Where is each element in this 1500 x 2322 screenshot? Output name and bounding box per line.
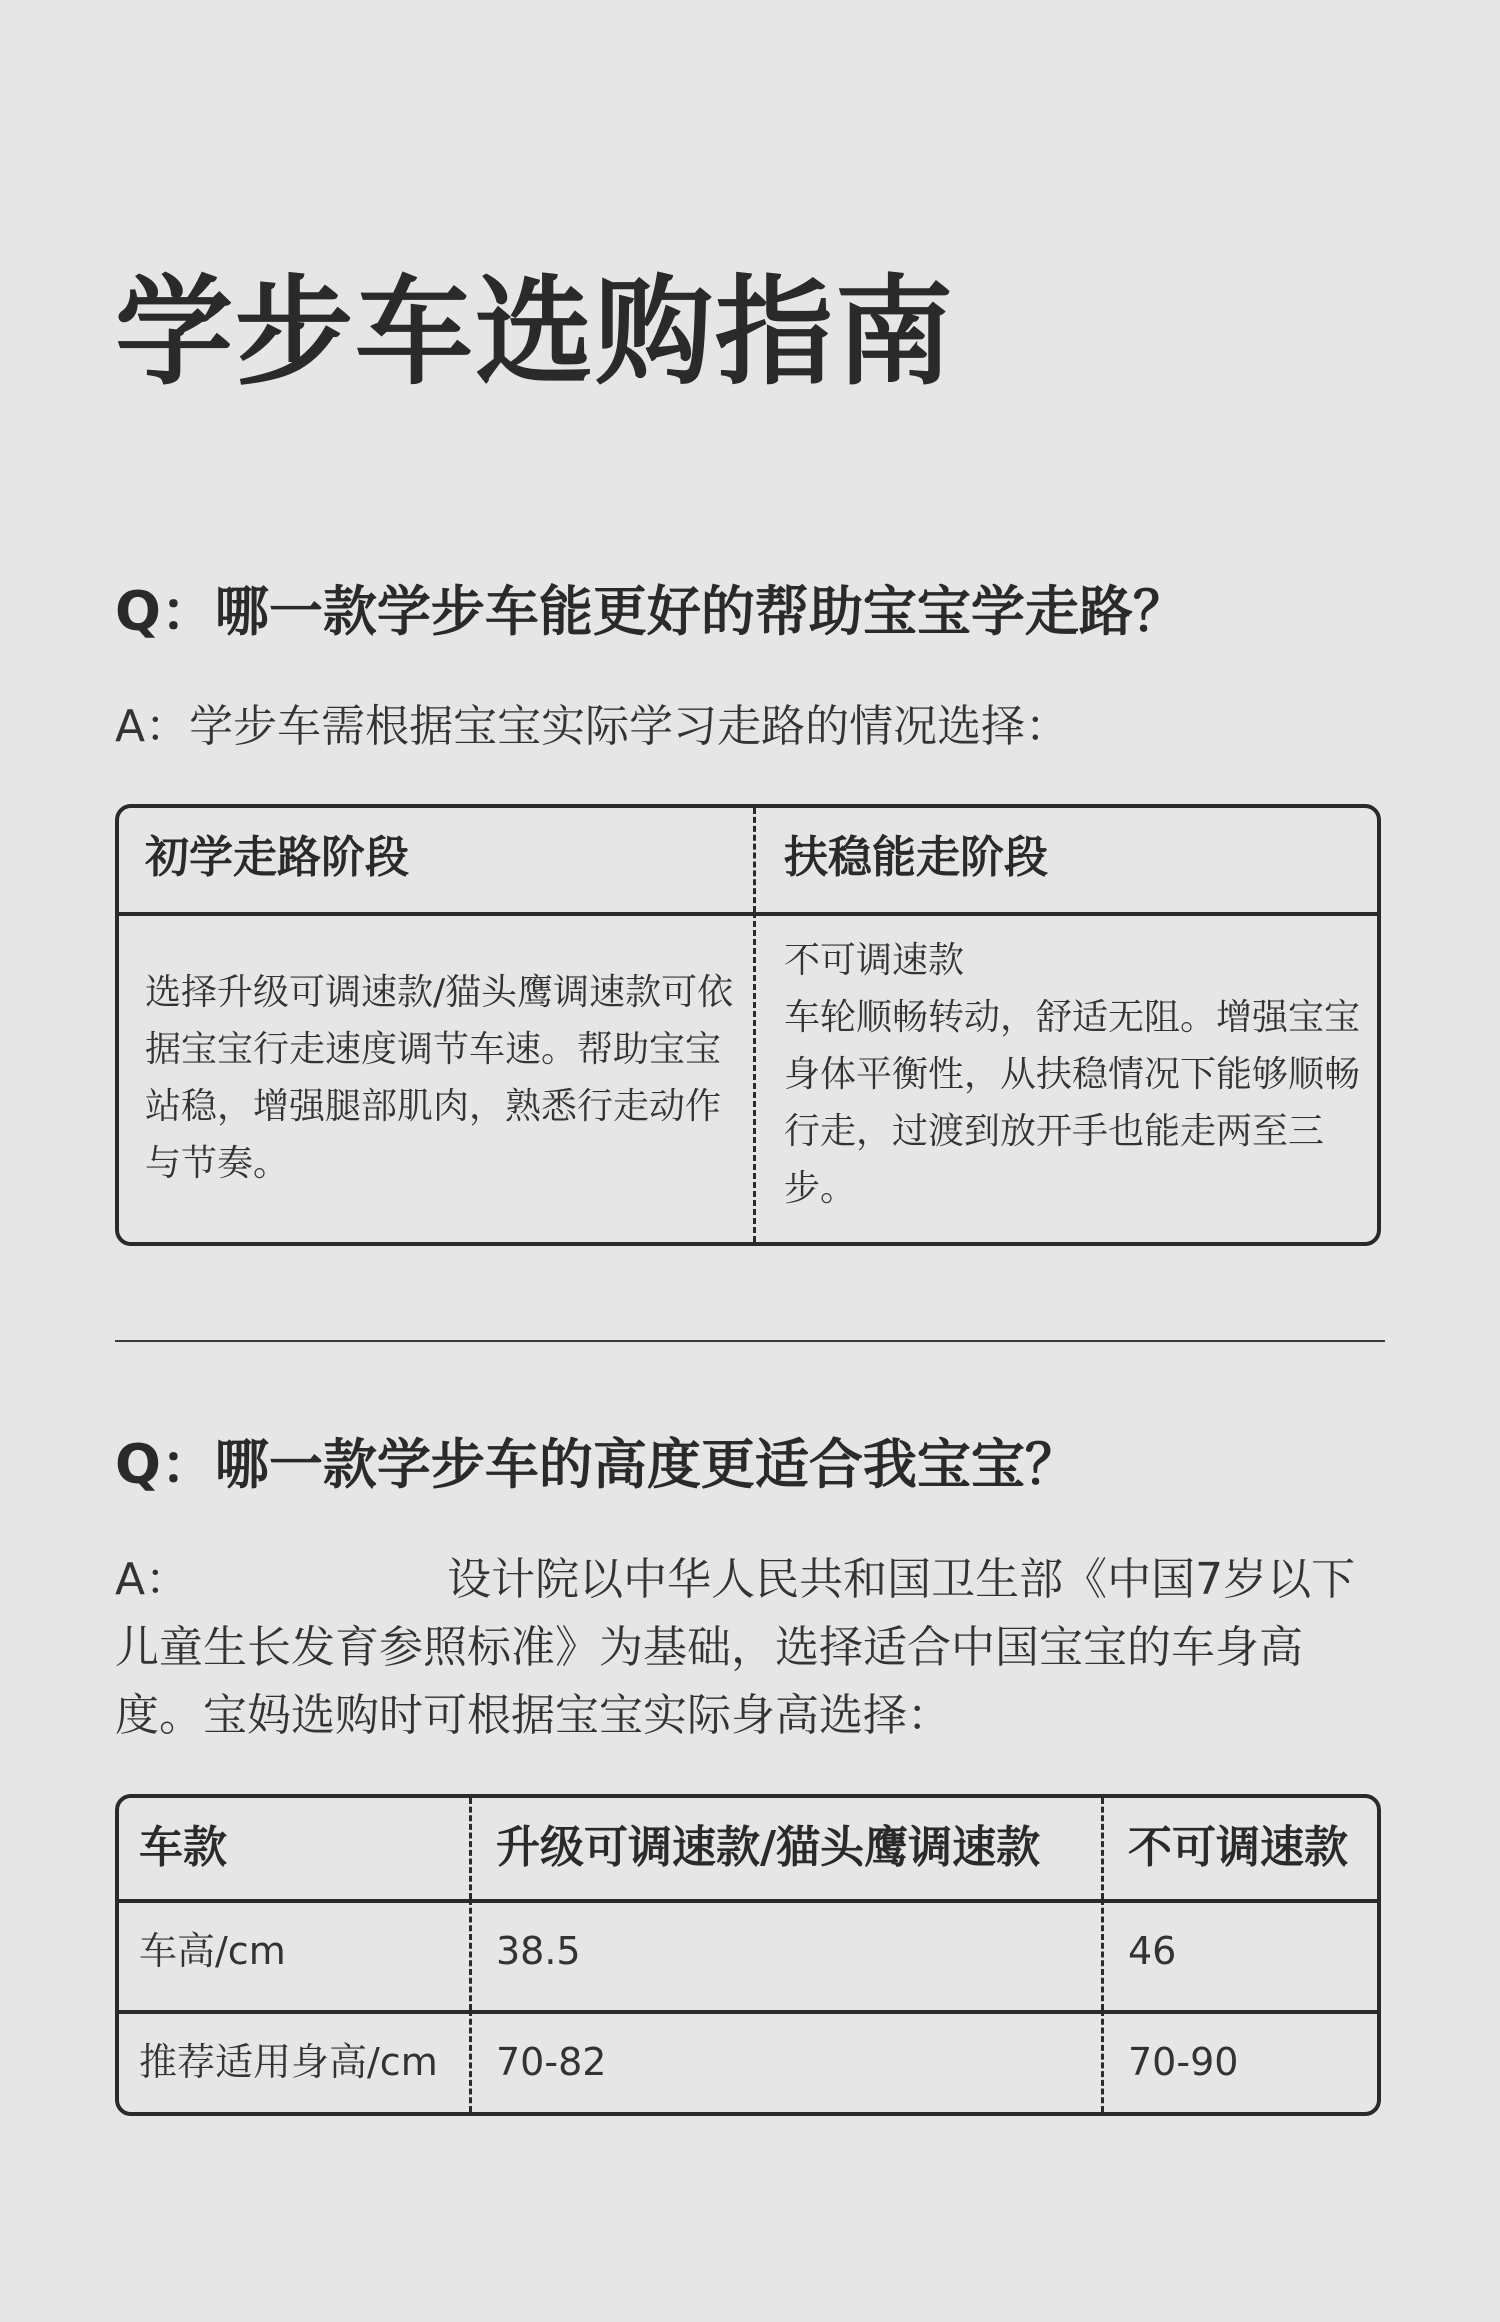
answer-2-prefix: A： (115, 1554, 190, 1605)
row-label-car-height: 车高/cm (139, 1929, 286, 1973)
section-divider (115, 1340, 1385, 1342)
value-fixed-height: 46 (1128, 1929, 1177, 1973)
header-model: 车款 (139, 1822, 227, 1873)
row-label-recommended-height: 推荐适用身高/cm (139, 2040, 438, 2084)
answer-2-body: 设计院以中华人民共和国卫生部《中国7岁以下儿童生长发育参照标准》为基础，选择适合中国宝宝的车身高度。宝妈选购时可根据宝宝实际身高选择： (115, 1554, 1356, 1741)
table-cell (1101, 1798, 1377, 1899)
height-table (115, 1794, 1381, 2116)
stage-table (115, 804, 1381, 1246)
steady-stage-description: 不可调速款 车轮顺畅转动，舒适无阻。增强宝宝身体平衡性，从扶稳情况下能够顺畅行走，过渡到放开手也能走两至三步。 (784, 940, 1361, 1209)
page-title: 学步车选购指南 (115, 263, 956, 401)
answer-1: A：学步车需根据宝宝实际学习走路的情况选择： (115, 701, 1070, 752)
table-cell (1101, 2010, 1377, 2112)
beginner-stage-description: 选择升级可调速款/猫头鹰调速款可依据宝宝行走速度调节车速。帮助宝宝站稳，增强腿部肌肉，熟悉行走动作与节奏。 (145, 972, 734, 1184)
answer-2 (115, 1546, 1385, 1750)
header-adjustable-model: 升级可调速款/猫头鹰调速款 (496, 1822, 1041, 1873)
table-row (119, 1899, 1377, 2014)
table-cell (469, 1798, 1101, 1899)
stage-table-body-cell (119, 912, 753, 1242)
table-cell (119, 2010, 469, 2112)
header-steady-stage: 扶稳能走阶段 (784, 832, 1048, 883)
table-cell (119, 1798, 469, 1899)
table-cell (1101, 1899, 1377, 2010)
height-table-header-row (119, 1798, 1377, 1903)
value-adjustable-range: 70-82 (496, 2040, 607, 2084)
table-cell (469, 1899, 1101, 2010)
stage-table-header-row (119, 808, 1377, 916)
stage-table-body-cell (753, 912, 1377, 1242)
stage-table-header-cell (753, 808, 1377, 912)
table-cell (469, 2010, 1101, 2112)
table-row (119, 2010, 1377, 2112)
stage-table-body-row (119, 912, 1377, 1242)
question-1: Q：哪一款学步车能更好的帮助宝宝学走路？ (115, 580, 1187, 643)
question-2: Q：哪一款学步车的高度更适合我宝宝？ (115, 1433, 1079, 1496)
value-adjustable-height: 38.5 (496, 1929, 581, 1973)
table-cell (119, 1899, 469, 2010)
value-fixed-range: 70-90 (1128, 2040, 1239, 2084)
header-beginner-stage: 初学走路阶段 (145, 832, 409, 883)
stage-table-header-cell (119, 808, 753, 912)
header-fixed-model: 不可调速款 (1128, 1822, 1348, 1873)
